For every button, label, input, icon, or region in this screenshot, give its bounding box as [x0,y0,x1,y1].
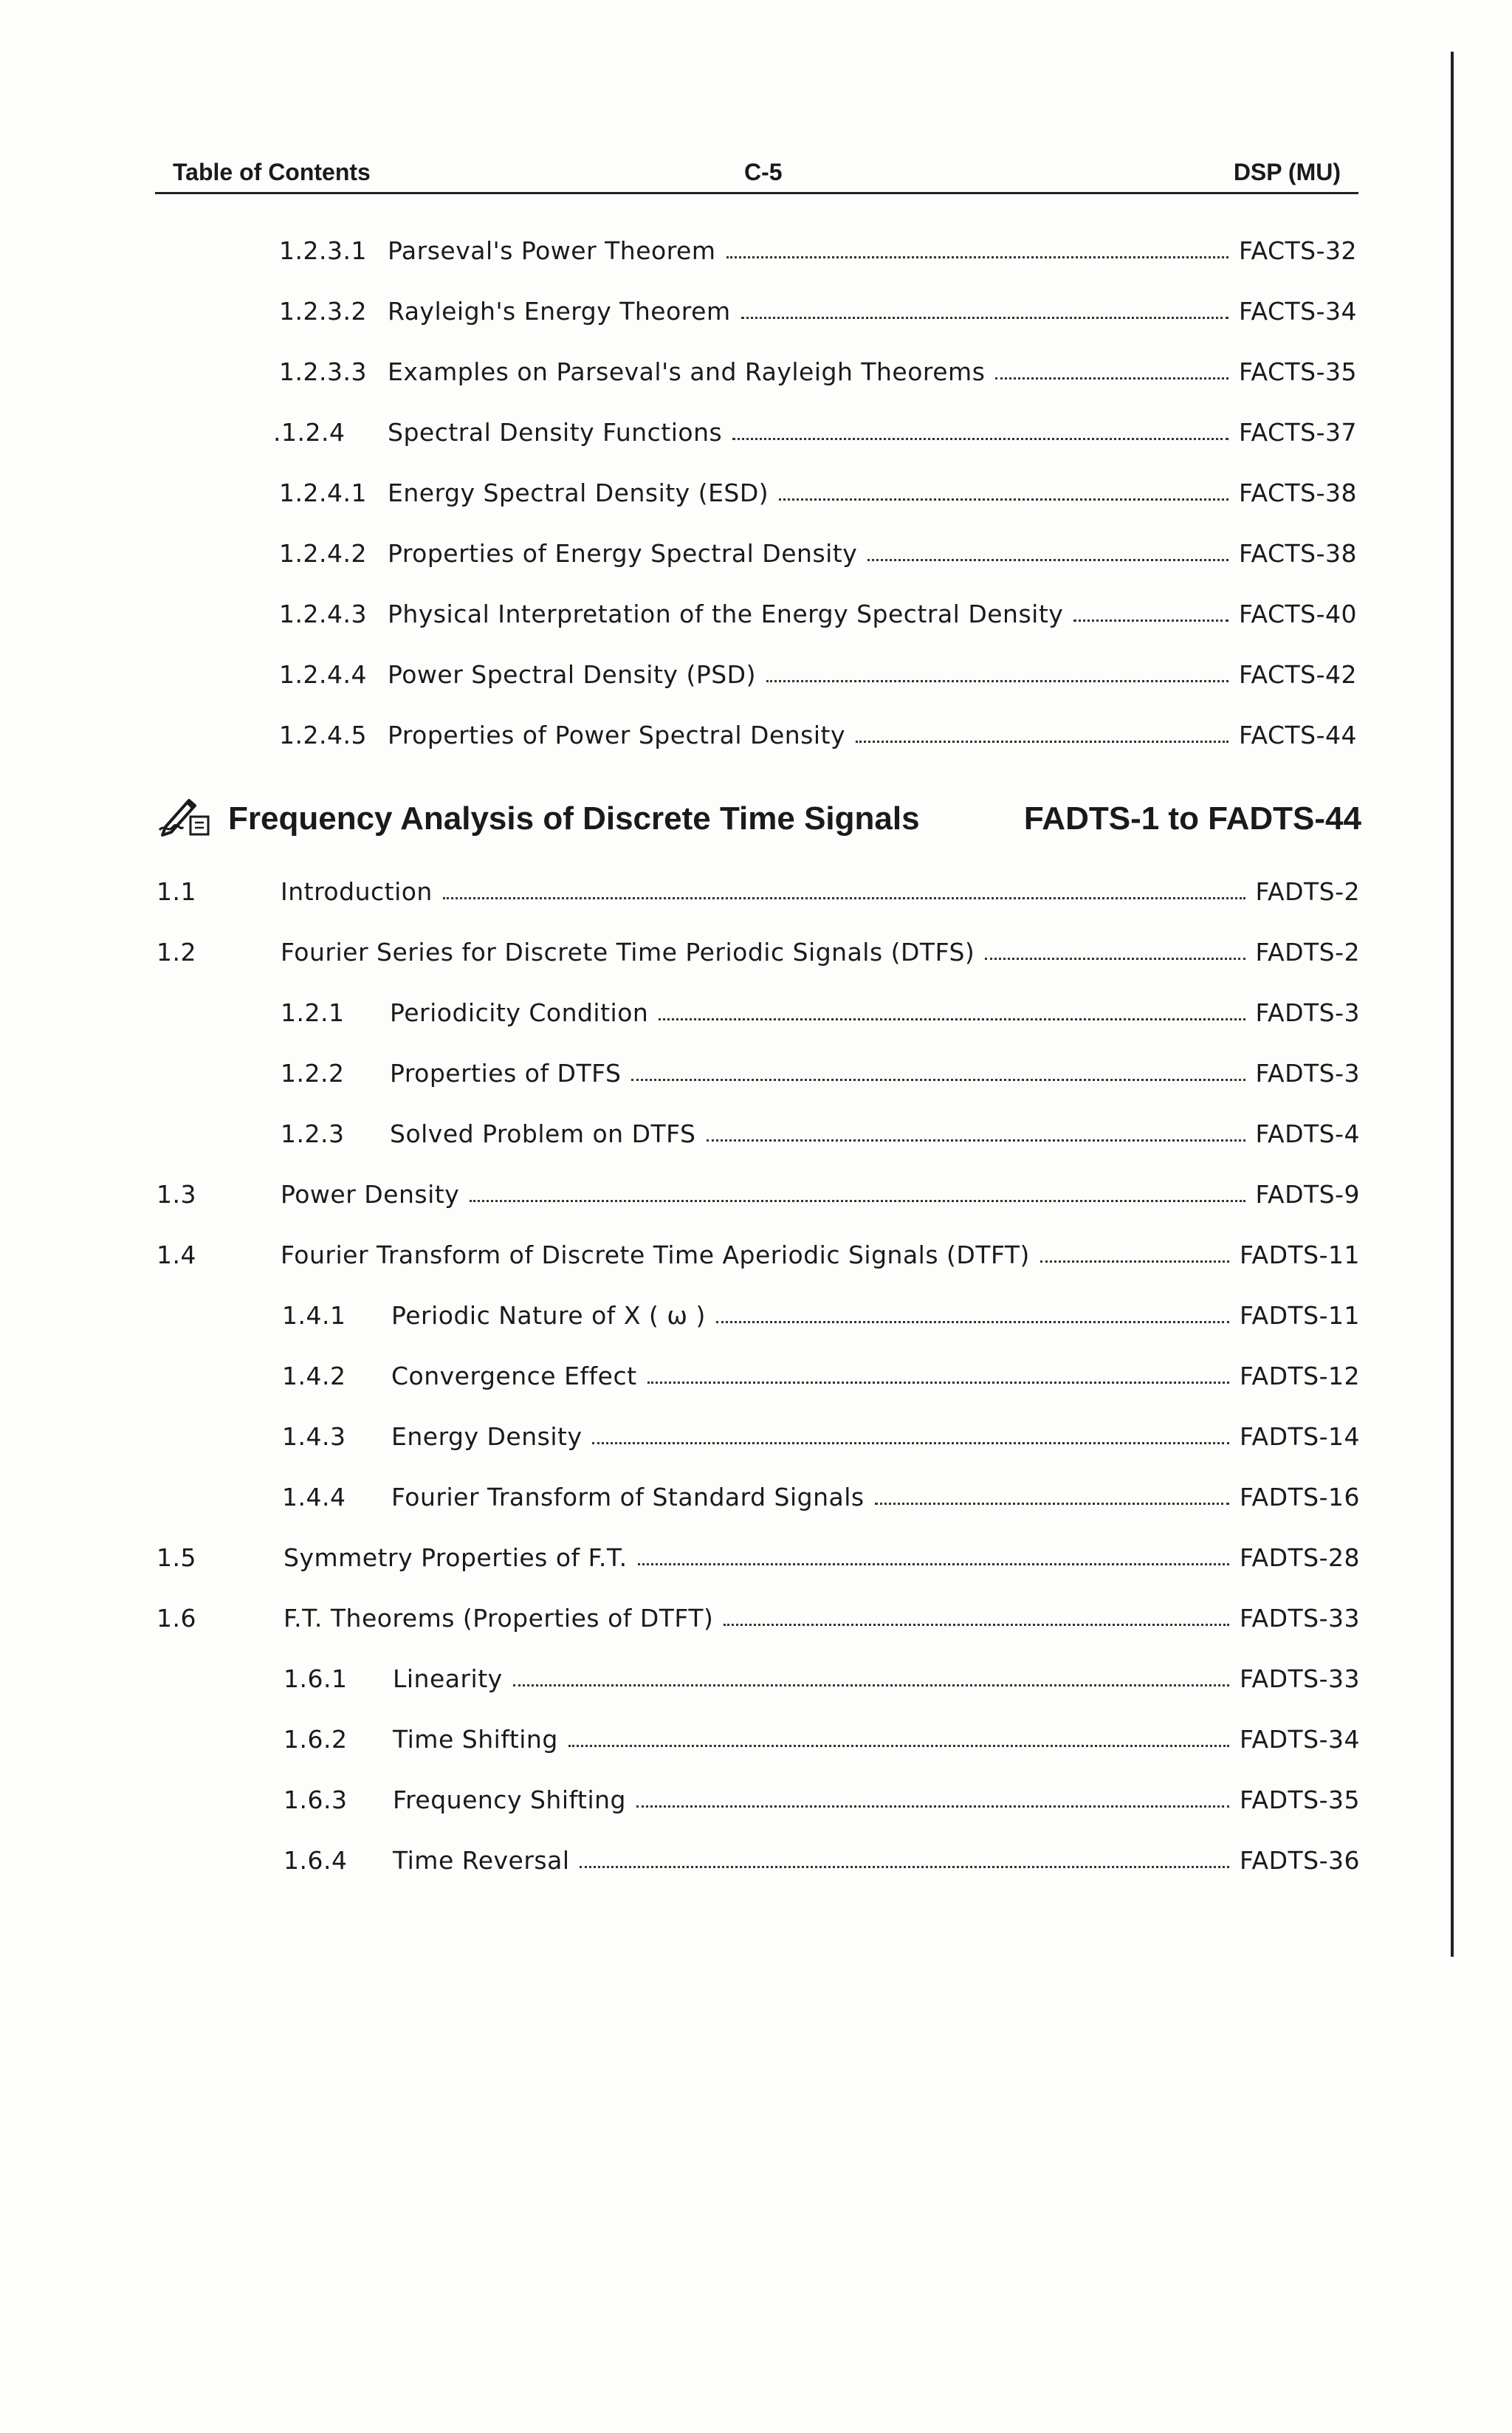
toc-entry[interactable] [282,1407,1360,1449]
toc-entry[interactable] [279,282,1357,326]
toc-entry[interactable] [284,1771,1360,1812]
entry-title: Rayleigh's Energy Theorem [388,297,731,326]
entry-number: 1.4 [157,1240,196,1269]
toc-entry[interactable] [282,1286,1360,1328]
entry-number: 1.2.4.5 [279,721,367,749]
toc-entry[interactable] [279,222,1357,263]
header-title: Table of Contents [173,159,371,185]
dot-leader [1040,1260,1229,1263]
entry-title: Time Shifting [393,1725,558,1754]
entry-number: 1.2 [157,938,196,967]
page-binding-edge [1451,52,1454,1957]
entry-page: FADTS-33 [1240,1664,1360,1693]
entry-number: 1.2.4.2 [279,539,367,568]
toc-entry[interactable] [157,1165,1360,1207]
entry-page: FACTS-37 [1239,418,1357,447]
toc-entry[interactable] [279,343,1357,384]
entry-number: 1.5 [157,1543,196,1572]
toc-entry[interactable] [284,1710,1360,1754]
entry-page: FACTS-42 [1239,660,1357,689]
entry-title: Fourier Series for Discrete Time Periodic Signals (DTFS) [281,938,975,967]
entry-number: 1.6.4 [284,1846,348,1875]
entry-title: Solved Problem on DTFS [390,1119,696,1148]
dot-leader [732,438,1228,440]
dot-leader [707,1139,1245,1142]
dot-leader [867,559,1228,561]
entry-page: FADTS-2 [1255,877,1360,906]
entry-number: 1.2.4.1 [279,478,367,507]
entry-page: FADTS-12 [1240,1362,1360,1390]
dot-leader [659,1018,1245,1020]
entry-title: Introduction [281,877,433,906]
dot-leader [716,1321,1229,1323]
entry-title: Time Reversal [393,1846,570,1875]
entry-title: Fourier Transform of Discrete Time Aperiodic Signals (DTFT) [281,1240,1030,1269]
entry-number: 1.2.3 [281,1119,345,1148]
toc-entry[interactable] [273,403,1357,447]
toc-entry[interactable] [281,1105,1360,1146]
entry-title: Symmetry Properties of F.T. [284,1543,628,1572]
entry-page: FADTS-35 [1240,1785,1360,1814]
header-book-title: DSP (MU) [1233,159,1341,185]
entry-title: Energy Density [391,1422,583,1451]
dot-leader [779,498,1228,501]
toc-entry[interactable] [157,1589,1360,1633]
entry-number: 1.2.2 [281,1059,345,1088]
toc-entry[interactable] [281,1044,1360,1088]
page-header [155,152,1358,194]
entry-title: Examples on Parseval's and Rayleigh Theorems [388,357,986,386]
dot-leader [592,1442,1229,1444]
chapter-heading [158,792,1361,843]
entry-page: FADTS-11 [1240,1240,1360,1269]
entry-number: 1.2.4.4 [279,660,367,689]
dot-leader [443,897,1245,899]
chapter-title: Frequency Analysis of Discrete Time Signals [228,800,920,837]
entry-page: FADTS-28 [1240,1543,1360,1572]
toc-entry[interactable] [284,1650,1360,1691]
dot-leader [1073,620,1228,622]
entry-number: 1.4.3 [282,1422,346,1451]
entry-title: Properties of Energy Spectral Density [388,539,858,568]
toc-entry[interactable] [279,585,1357,626]
entry-page: FADTS-3 [1255,998,1360,1027]
entry-title: Fourier Transform of Standard Signals [391,1483,865,1511]
dot-leader [470,1200,1245,1202]
entry-title: Linearity [393,1664,503,1693]
entry-page: FADTS-4 [1255,1119,1360,1148]
dot-leader [856,741,1228,743]
entry-number: 1.2.3.1 [279,236,367,265]
dot-leader [580,1866,1229,1868]
entry-number: 1.2.1 [281,998,345,1027]
toc-entry[interactable] [157,862,1360,904]
entry-page: FADTS-14 [1240,1422,1360,1451]
toc-entry[interactable] [157,1528,1360,1570]
entry-title: Power Density [281,1180,460,1209]
entry-number: 1.6.1 [284,1664,348,1693]
entry-page: FACTS-35 [1239,357,1357,386]
dot-leader [513,1684,1229,1686]
dot-leader [875,1503,1229,1505]
toc-entry[interactable] [279,645,1357,687]
entry-page: FADTS-3 [1255,1059,1360,1088]
entry-number: 1.2.3.2 [279,297,367,326]
entry-number: 1.6.3 [284,1785,348,1814]
dot-leader [726,256,1229,258]
dot-leader [724,1624,1229,1626]
entry-page: FACTS-44 [1239,721,1357,749]
entry-title: Parseval's Power Theorem [388,236,716,265]
toc-entry[interactable] [282,1347,1360,1388]
entry-title: Physical Interpretation of the Energy Spectral Density [388,600,1064,628]
entry-number: 1.4.1 [282,1301,346,1330]
entry-title: Periodic Nature of X ( ω ) [391,1301,706,1330]
dot-leader [638,1563,1229,1565]
entry-number: 1.2.4.3 [279,600,367,628]
entry-title: F.T. Theorems (Properties of DTFT) [284,1604,714,1633]
entry-title: Frequency Shifting [393,1785,627,1814]
entry-number: 1.6 [157,1604,196,1633]
chapter-page-range: FADTS-1 to FADTS-44 [1023,800,1361,837]
toc-entry[interactable] [282,1468,1360,1509]
entry-page: FACTS-32 [1239,236,1357,265]
entry-title: Properties of DTFS [390,1059,622,1088]
dot-leader [647,1382,1230,1384]
toc-entry[interactable] [279,706,1357,747]
entry-number: 1.4.2 [282,1362,346,1390]
entry-title: Spectral Density Functions [388,418,723,447]
dot-leader [568,1745,1229,1747]
dot-leader [995,377,1228,380]
entry-number: 1.1 [157,877,196,906]
entry-number: .1.2.4 [273,418,346,447]
entry-page: FACTS-34 [1239,297,1357,326]
entry-page: FADTS-34 [1240,1725,1360,1754]
toc-entry[interactable] [279,464,1357,505]
pen-writing-icon [158,795,211,839]
entry-page: FADTS-2 [1255,938,1360,967]
toc-entry[interactable] [279,524,1357,566]
entry-page: FACTS-40 [1239,600,1357,628]
dot-leader [766,680,1228,682]
entry-number: 1.4.4 [282,1483,346,1511]
entry-number: 1.6.2 [284,1725,348,1754]
toc-entry[interactable] [157,923,1360,967]
toc-entry[interactable] [281,984,1360,1025]
dot-leader [631,1079,1245,1081]
entry-title: Properties of Power Spectral Density [388,721,846,749]
entry-page: FADTS-36 [1240,1846,1360,1875]
entry-number: 1.2.3.3 [279,357,367,386]
entry-number: 1.3 [157,1180,196,1209]
entry-page: FADTS-16 [1240,1483,1360,1511]
dot-leader [985,958,1245,960]
entry-page: FACTS-38 [1239,539,1357,568]
toc-entry[interactable] [284,1831,1360,1873]
entry-page: FACTS-38 [1239,478,1357,507]
toc-entry[interactable] [157,1226,1360,1267]
entry-page: FADTS-9 [1255,1180,1360,1209]
entry-title: Energy Spectral Density (ESD) [388,478,769,507]
dot-leader [636,1805,1229,1808]
entry-page: FADTS-33 [1240,1604,1360,1633]
dot-leader [741,317,1228,319]
header-page-number: C-5 [744,159,783,185]
entry-title: Convergence Effect [391,1362,637,1390]
entry-title: Power Spectral Density (PSD) [388,660,756,689]
entry-page: FADTS-11 [1240,1301,1360,1330]
entry-title: Periodicity Condition [390,998,649,1027]
